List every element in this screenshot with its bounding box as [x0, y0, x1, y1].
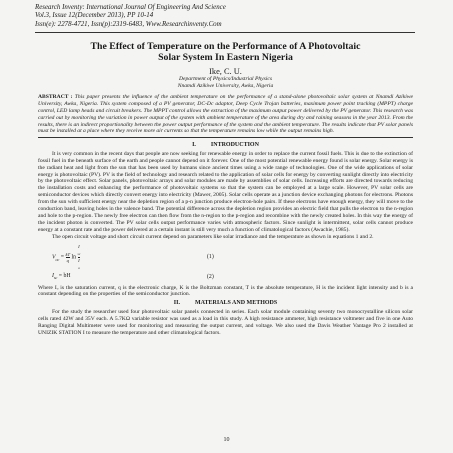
header-rule	[35, 32, 415, 33]
page-number: 10	[223, 437, 230, 443]
affiliation-university: Nnamdi Azikiwe University, Awka, Nigeria	[177, 82, 274, 89]
abstract-label: ABSTRACT :	[38, 93, 73, 100]
eq2-rhs: = bH	[57, 273, 71, 280]
journal-volume: Vol.3, Issue 12(December 2013), PP 10-14	[35, 12, 154, 20]
eq2-lhs-sub: sc	[53, 275, 58, 281]
equation-2	[52, 272, 413, 282]
paper-title-line-1: The Effect of Temperature on the Performance of A Photovoltaic	[90, 40, 361, 52]
paper-title-line-2: Solar System In Eastern Nigeria	[158, 52, 293, 64]
journal-issn: Issn(e): 2278-4721, Issn(p):2319-6483, Www.Researchinventy.Com	[35, 20, 222, 28]
journal-name: Research Inventy: International Journal Of Engineering And Science	[35, 4, 226, 11]
author-name: Ike, C. U.	[209, 66, 242, 76]
eq1-lhs: V	[52, 254, 56, 261]
eq1-denominator: q	[66, 257, 69, 263]
equation-explanation: Where Iₒ is the saturation current, q is the electronic charge, K is the Boltzman constant, T is the absolute temperature, H is the incident light intensity and b is a constant depending on the properties of the semiconductor junction.	[38, 284, 413, 298]
paper-title	[44, 41, 407, 64]
eq1-fraction-2	[78, 244, 81, 271]
abstract-text: This paper presents the influence of the ambient temperature on the performance of a stand-alone photovoltaic solar system at Nnamdi Azikiwe University, Awka, Nigeria. This system composed of a PV generator, DC-Dc adaptor, Deep Cycle Trojan batteries, maximum power point tracking (MPPT) charge control, LED lamp heads and circuit breakers. The MPPT control allows the extraction of the maximum output power delivered by the PV generator. This research was carried out by monitoring the variation in power output of the system with ambient temperature of the area during dry and raining seasons in the year 2013. From the results, there is an indirect proportionality between the power output performance of the system and the ambient temperature. The results indicate that PV solar panels must be installed at a place where they receive more air currents so that the temperature remains low while the output remains high.	[38, 93, 413, 135]
equation-2-expression	[52, 272, 207, 282]
eq1-io: I	[78, 257, 80, 263]
introduction-paragraph-1: It is very common in the recent days that people are now seeking for renewable energy in order to replace the current fossil fuels. This is due to the extinction of fossil fuel in the beneath surface of the earth and people cannot depend on it forever. One of the most potential renewable energy found is solar energy. Solar energy is the radiant heat and light from the sun that has been used by humans since ancient times using a wide range of technologies. One of the wide applications of solar energy is photovoltaic (PV). PV is the field of technology and research related to the application of solar cells for energy by converting sunlight directly into electricity by the photovoltaic effect. Solar panels, photovoltaic arrays and solar modules are made by assemblies of solar cells. Increasing efforts are directed towards reducing the installation costs and enhancing the performance of photovoltaic systems so that the system can be employed at a large scale. However, PV solar cells are semiconductor devices which directly convert energy into electricity (Mawer, 2005). Solar cells operate as a junction device exchanging photons for electrons. Photons from the sun with sufficient energy near the depletion region of a p-n junction produce electron-hole pairs. If these electrons have enough energy, they will move to the conduction band, leaving holes in the valence band. The potential difference across the depletion region provides an electric field that pulls the electron to the n-region and hole to the p-region. The newly free electron can then flow from the n-region to the p-region and recombine with the newly created holes. In this way the energy of the incident photon is converted. The PV solar cells output performance varies with atmospheric factors. Since sunlight is intermittent, solar cells cannot produce energy at a constant rate and the power delivered at a certain instant is still very much a function of climatological factors (Awachie, 1985).	[38, 150, 413, 233]
affiliation	[38, 76, 413, 90]
equation-1-number: (1)	[207, 253, 214, 260]
eq1-lhs-sub: oc	[55, 256, 60, 262]
eq1-io-sub: o	[78, 265, 80, 270]
affiliation-department: Department of Physics/Industrial Physics	[178, 75, 273, 82]
eq1-numerator: kT	[65, 251, 71, 257]
eq1-equals: =	[59, 254, 66, 261]
eq1-isc-sub: sc	[77, 251, 81, 256]
eq1-denominator-2	[78, 258, 81, 271]
journal-header	[35, 4, 413, 29]
abstract	[38, 94, 413, 135]
section-heading-materials-methods: II. MATERIALS AND METHODS	[173, 300, 278, 307]
equation-1-expression	[52, 244, 207, 271]
abstract-rule	[38, 137, 413, 138]
eq1-numerator-2	[78, 244, 81, 258]
eq1-isc: I	[78, 243, 80, 249]
eq2-lhs: I	[52, 273, 54, 280]
methods-paragraph-1: For the study the researcher used four photovoltaic solar panels connected in series. Each solar module containing seventy two monocrystalline silicon solar cells rated 42W and 35V each. A 5.7KΩ variable resistor was used as a load in this study. A high resistance ammeter, high resistance voltmeter and five in one Auto Ranging Digital Multimeter were used for monitoring and measuring the output current, and voltage. We also used the Davis Weather Vantage Pro 2 installed at UNIZIK STATION I to measure the temperature and other climatological factors.	[38, 308, 413, 336]
introduction-paragraph-2: The open circuit voltage and short circuit current depend on parameters like solar irradiance and the temperature as shown in equations 1 and 2.	[52, 233, 374, 240]
equation-1	[52, 244, 413, 271]
eq1-ln: ln	[70, 254, 78, 261]
section-heading-introduction: I. INTRODUCTION	[192, 142, 259, 149]
equation-2-number: (2)	[207, 274, 214, 280]
